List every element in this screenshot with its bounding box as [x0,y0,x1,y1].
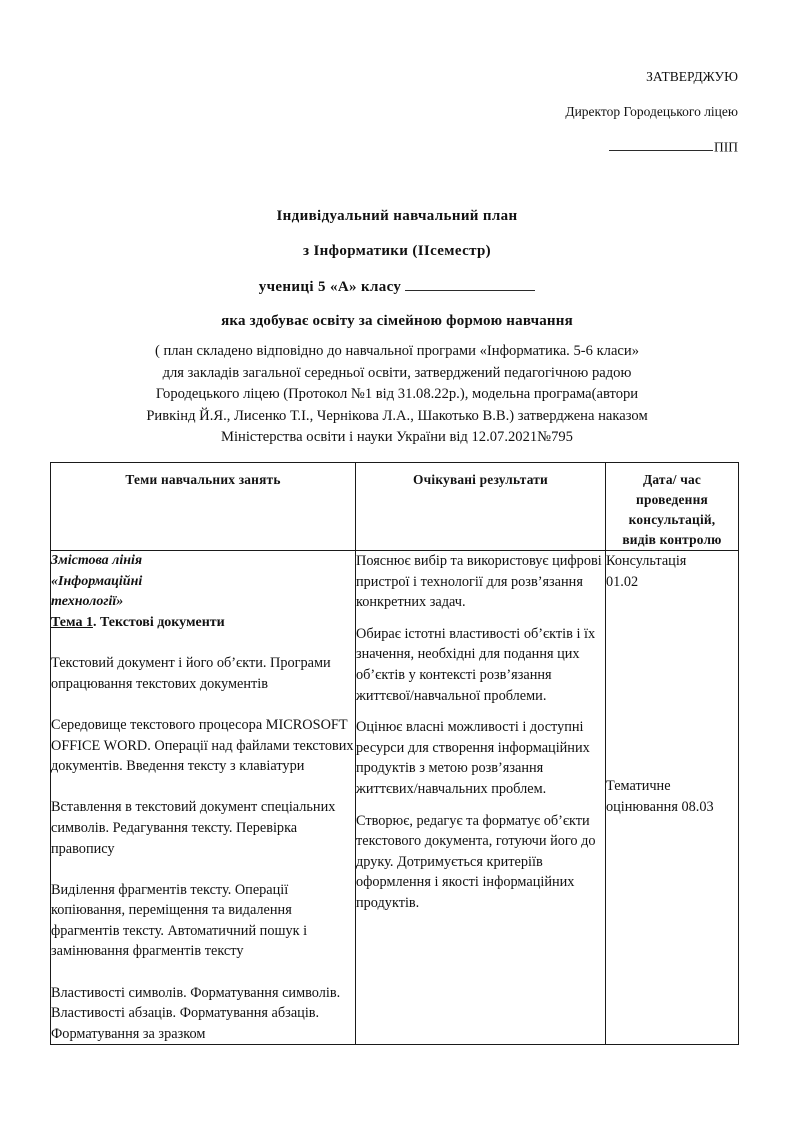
header-date-line-4: видів контролю [622,532,722,547]
study-form-line: яка здобуває освіту за сімейною формою навчання [221,313,573,329]
topic-item: Виділення фрагментів тексту. Операції копіювання, переміщення та видалення фрагментів тексту. Автоматичний пошук і замінювання фрагментів тексту [51,881,308,960]
strand-line-3: технології» [51,594,124,610]
header-date-control [606,463,739,551]
signature-label: ПІП [714,139,738,155]
study-plan-table [50,462,739,1045]
signature-rule [609,139,713,151]
topic-item: Властивості символів. Форматування символів. Властивості абзаців. Форматування абзаців. Форматування за зразком [51,984,341,1042]
student-class-line [0,278,794,296]
result-item: Обирає істотні властивості об’єктів і їх значення, необхідні для подання цих об’єктів у контексті розв’язання життєвої/навчальної проблеми. [356,625,596,704]
subject-line: з Інформатики (ІІсеместр) [302,243,492,259]
topic-item: Текстовий документ і його об’єкти. Програми опрацювання текстових документів [51,655,331,692]
result-item: Пояснює вибір та використовує цифрові пристрої і технології для розв’язання конкретних задач. [356,553,602,611]
topic-number: Тема 1 [51,614,93,630]
table-header-row [51,463,739,551]
cell-topics [51,551,356,1045]
intro-line-4: Ривкінд Й.Я., Лисенко Т.І., Чернікова Л.А., Шакотько В.В.) затверджена наказом [146,407,648,424]
result-item: Оцінює власні можливості і доступні ресурси для створення інформаційних продуктів з метою розв’язання життєвих/навчальних проблем. [356,719,590,797]
consultation-date: 01.02 [606,573,639,590]
topic-heading [51,613,355,634]
cell-expected-results [356,551,606,1045]
assessment-label: Тематичне [606,778,671,795]
consultation-label: Консультація [606,553,687,569]
topic-item: Середовище текстового процесора MICROSOFT OFFICE WORD. Операції над файлами текстових документів. Введення тексту з клавіатури [51,717,354,775]
intro-line-2: для закладів загальної середньої освіти, затверджений педагогічною радою [162,364,632,381]
intro-paragraph [0,341,794,449]
intro-line-5: Міністерства освіти і науки України від 12.07.2021№795 [221,429,573,445]
student-name-rule [405,278,535,291]
approval-director: Директор Городецького ліцею [565,103,738,119]
intro-line-1: ( план складено відповідно до навчальної програми «Інформатика. 5-6 класи» [154,343,640,359]
intro-line-3: Городецького ліцею (Протокол №1 від 31.08.22р.), модельна програма(автори [155,386,639,402]
topic-item: Вставлення в текстовий документ спеціальних символів. Редагування тексту. Перевірка правопису [51,799,336,857]
document-title-block [0,208,794,330]
cell-dates [606,551,739,1045]
assessment-date: оцінювання 08.03 [606,798,714,815]
result-item: Створює, редагує та форматує об’єкти текстового документа, готуючи його до друку. Дотримується критеріїв оформлення і якості інформаційних продуктів. [356,812,596,911]
strand-line-2: «Інформаційні [51,573,143,589]
strand-line-1: Змістова лінія [51,553,143,568]
approval-block [408,70,738,154]
header-date-line-3: консультацій, [628,512,716,527]
approval-signature-line [408,139,738,154]
header-date-line-1: Дата/ час [642,472,702,487]
student-class-text: учениці 5 «А» класу [258,279,402,295]
header-expected-results: Очікувані результати [356,463,606,551]
table-row [51,551,739,1045]
topic-title: . Текстові документи [92,614,225,630]
date-spacer [606,592,738,776]
page-title: Індивідуальний навчальний план [276,208,518,224]
header-date-line-2: проведення [636,492,708,507]
header-topics: Теми навчальних занять [51,463,356,551]
approval-heading: ЗАТВЕРДЖУЮ [646,69,738,84]
